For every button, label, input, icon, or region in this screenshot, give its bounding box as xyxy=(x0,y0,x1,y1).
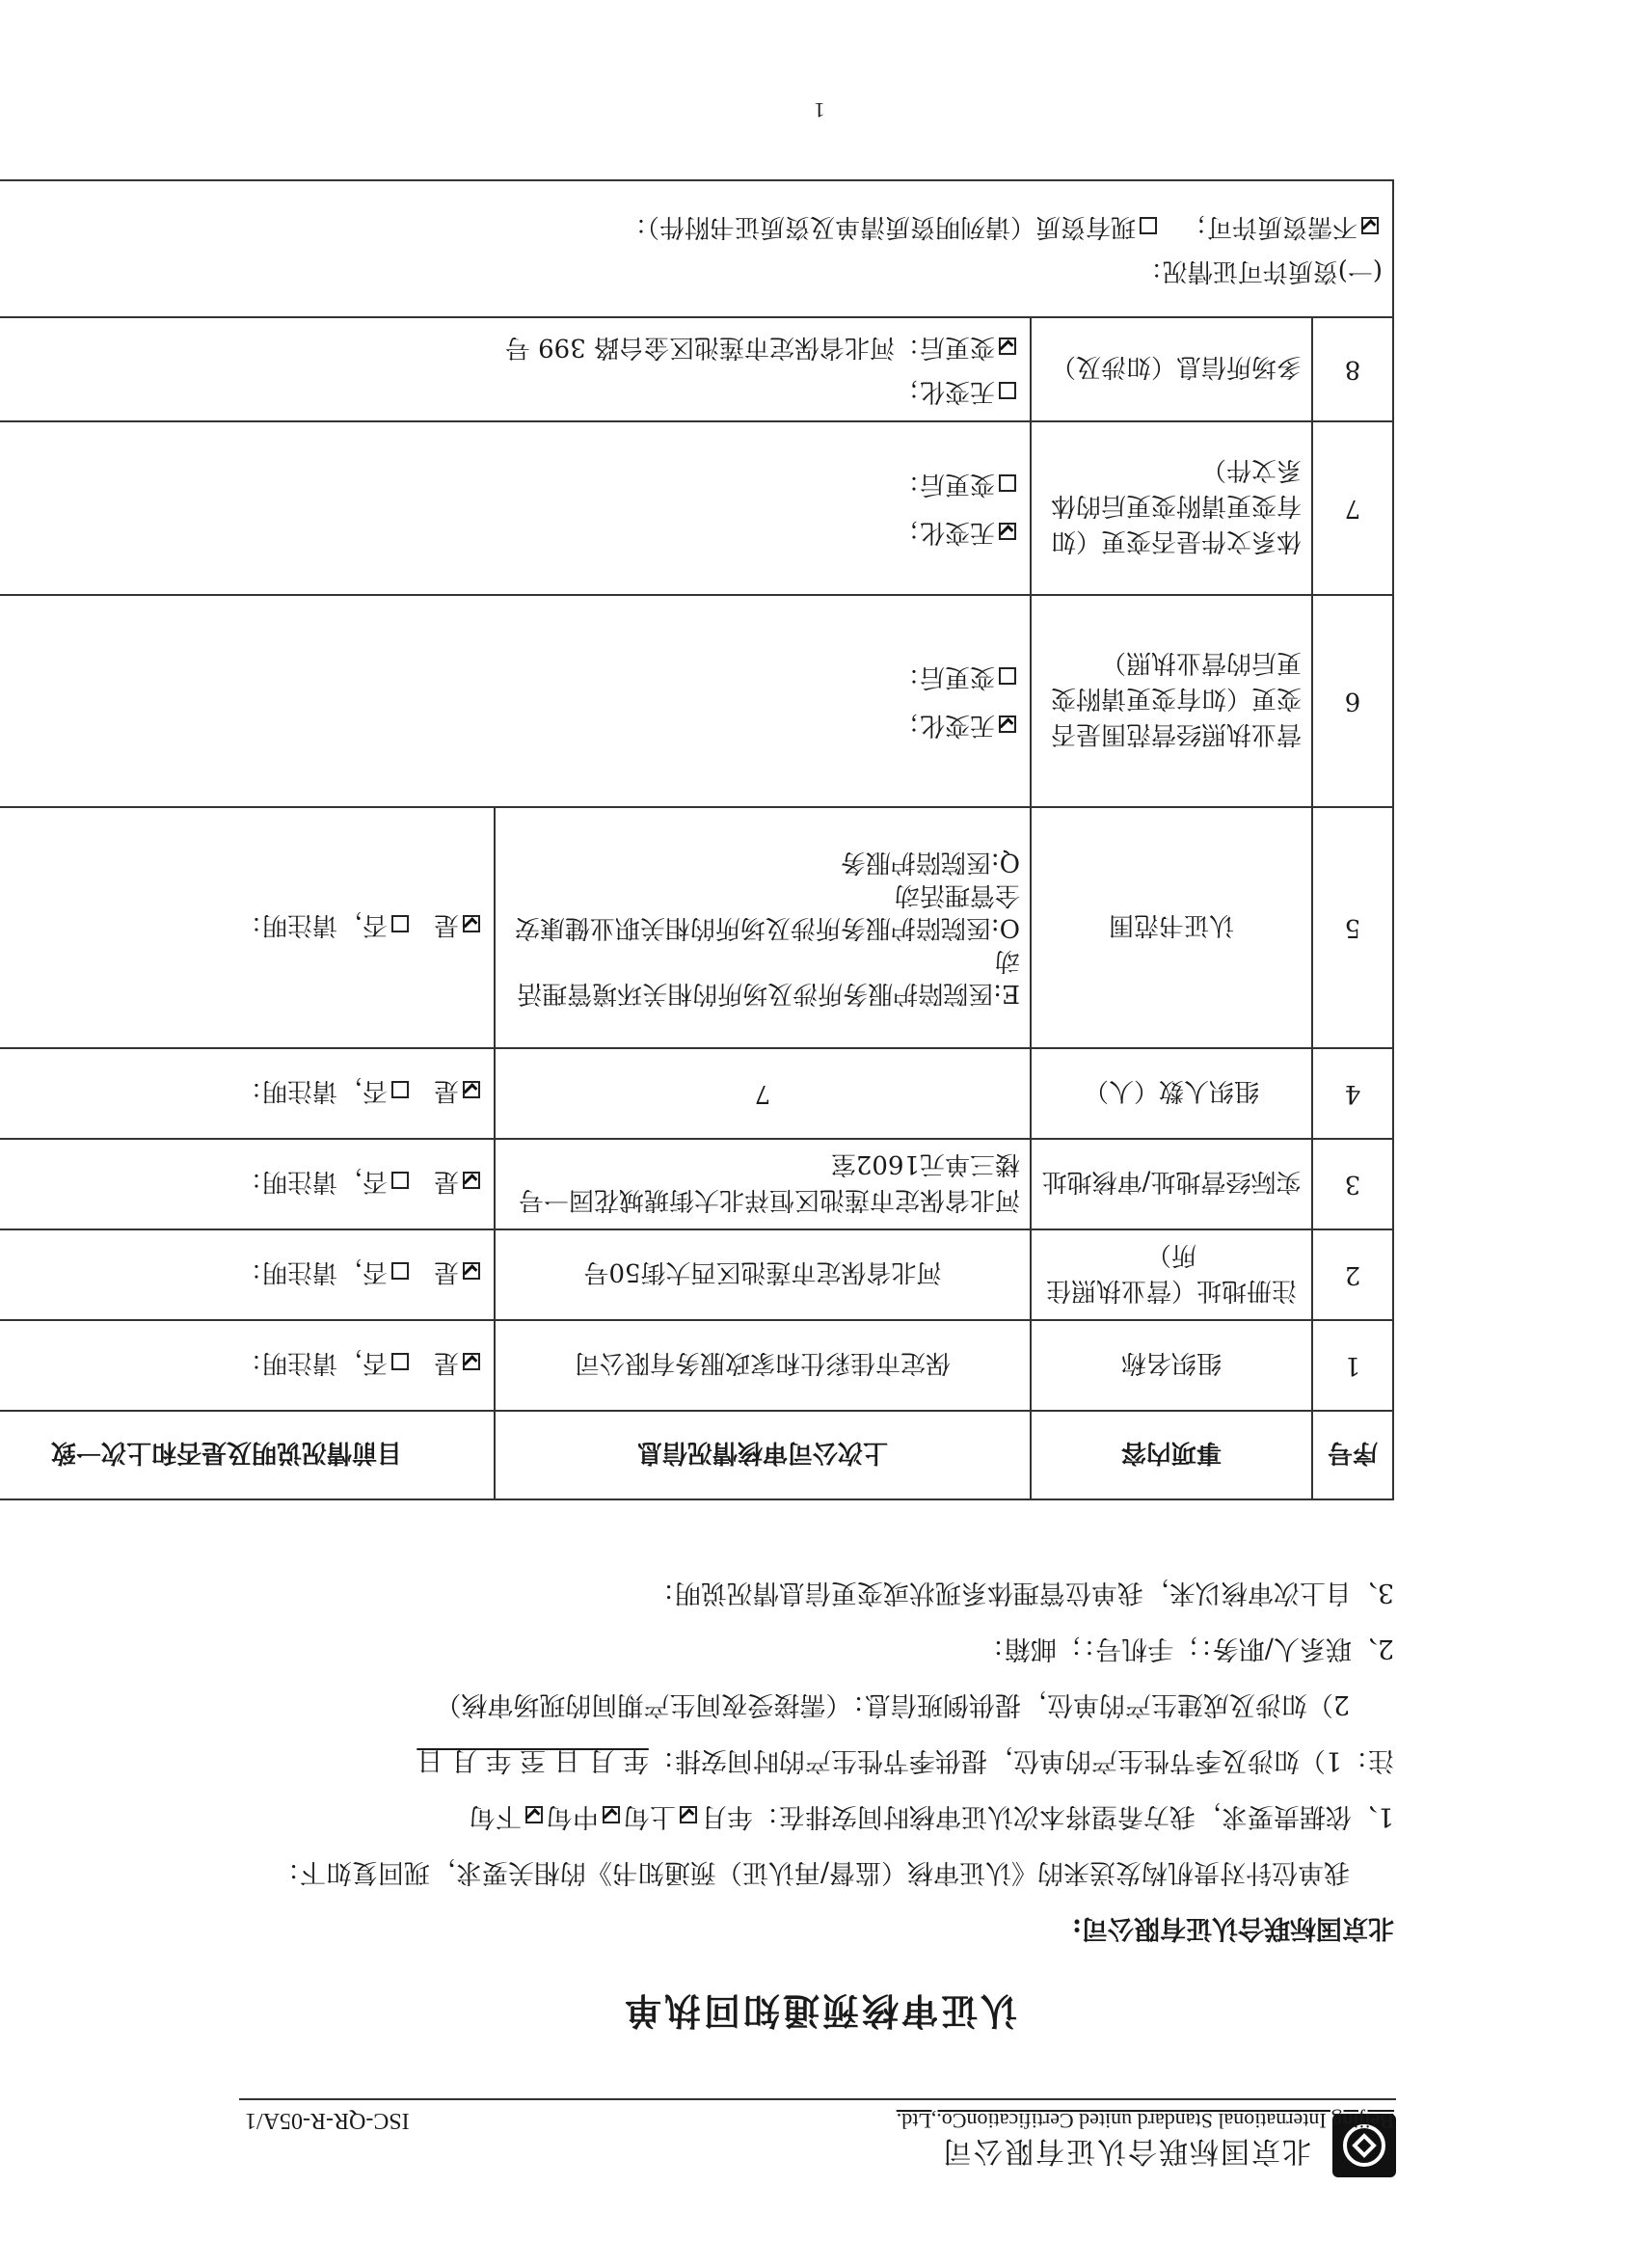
row-status xyxy=(0,1048,495,1139)
row-item: 体系文件是否变更（如有变更请附变更后的体系文件） xyxy=(1031,421,1312,595)
no-label: 否，请注明： xyxy=(236,1076,388,1106)
changed-label: 变更后： xyxy=(894,333,995,362)
yes-label: 是 xyxy=(433,910,459,940)
row-status xyxy=(0,595,1031,807)
no-checkbox[interactable] xyxy=(391,1354,409,1371)
table-row xyxy=(0,1139,1393,1229)
no-checkbox[interactable] xyxy=(391,1173,409,1190)
yes-label: 是 xyxy=(433,1167,459,1197)
lower-checkbox[interactable] xyxy=(525,1806,543,1823)
page-number: 1 xyxy=(814,98,825,122)
table-row xyxy=(0,595,1393,807)
row-info: 河北省保定市莲池区恒祥北大街琥城花园一号楼三单元1602室 xyxy=(495,1139,1031,1229)
row-no: 2 xyxy=(1312,1229,1393,1320)
row-status xyxy=(0,1229,495,1320)
header-divider xyxy=(239,2098,1396,2100)
yes-checkbox[interactable] xyxy=(463,1263,480,1281)
changed-label: 变更后： xyxy=(894,470,995,499)
header-last-info: 上次公司审核情况信息 xyxy=(495,1411,1031,1499)
no-label: 否，请注明： xyxy=(236,910,388,940)
no-change-checkbox[interactable] xyxy=(999,716,1016,733)
row-info: 河北省保定市莲池区西大街50号 xyxy=(495,1229,1031,1320)
company-name-cn: 北京国标联合认证有限公司 xyxy=(941,2134,1311,2168)
row-no: 4 xyxy=(1312,1048,1393,1139)
row-item: 组织名称 xyxy=(1031,1320,1312,1411)
row-item: 认证书范围 xyxy=(1031,807,1312,1048)
license-heading: (一)资质许可证情况： xyxy=(1137,256,1383,285)
contact-line: 2、联系人/职务：；手机号：；邮箱： xyxy=(978,1634,1394,1663)
scope-line-e: E:医院陪护服务所涉及场所的相关环境管理活动 xyxy=(517,946,1020,1008)
yes-label: 是 xyxy=(433,1076,459,1106)
row-status xyxy=(0,807,495,1048)
year-label: 年 xyxy=(726,1801,753,1831)
row-status xyxy=(0,1139,495,1229)
no-checkbox[interactable] xyxy=(391,1263,409,1281)
license-none-label: 不需资质许可； xyxy=(1181,212,1357,241)
no-label: 否，请注明： xyxy=(236,1167,388,1197)
row-item: 注册地址（营业执照住所） xyxy=(1031,1229,1312,1320)
table-row xyxy=(0,807,1393,1048)
table-row xyxy=(0,421,1393,595)
row-no: 1 xyxy=(1312,1320,1393,1411)
addressee: 北京国标联合认证有限公司: xyxy=(1072,1913,1394,1943)
yes-checkbox[interactable] xyxy=(463,916,480,933)
table-row xyxy=(0,1048,1393,1139)
no-change-checkbox[interactable] xyxy=(999,382,1016,399)
change-info-line: 3、自上次审核以来，我单位管理体系现状或变更信息情况说明： xyxy=(648,1578,1394,1607)
company-name-en: Beijing International Standard united CertificationCo.,Ltd. xyxy=(896,2109,1394,2133)
row-item: 营业执照经营范围是否变更（如有变更请附变更后的营业执照） xyxy=(1031,595,1312,807)
table-row xyxy=(0,1229,1393,1320)
yes-checkbox[interactable] xyxy=(463,1173,480,1190)
row-no: 6 xyxy=(1312,595,1393,807)
note1-range: 年 月 日 至 年 月 日 xyxy=(416,1745,649,1775)
intro-text: 我单位针对贵机构发送来的《认证审核（监督/再认证）预通知书》的相关要求，现回复如下： xyxy=(273,1857,1350,1887)
no-checkbox[interactable] xyxy=(391,1082,409,1099)
table-row xyxy=(0,1320,1393,1411)
license-has-label: 现有资质（请列明资质清单及资质证书附件）： xyxy=(621,212,1136,241)
lower-label: 下旬 xyxy=(469,1801,522,1831)
no-label: 否，请注明： xyxy=(236,1348,388,1378)
no-change-label: 无变化； xyxy=(894,377,995,406)
header-no: 序号 xyxy=(1312,1411,1393,1499)
note2-line: 2）如涉及成建生产的单位，提供倒班信息：（需接受夜间生产期间的现场审核） xyxy=(435,1689,1350,1719)
table-row xyxy=(0,317,1393,421)
changed-address: 河北省保定市莲池区金台路 399 号 xyxy=(504,333,895,362)
yes-checkbox[interactable] xyxy=(463,1082,480,1099)
row-info xyxy=(495,807,1031,1048)
note1-prefix: 注：1）如涉及季节性生产的单位，提供季节性生产的时间安排： xyxy=(648,1745,1394,1775)
yes-checkbox[interactable] xyxy=(463,1354,480,1371)
schedule-line xyxy=(470,1800,1394,1838)
document-number: ISC-QR-R-05A/1 xyxy=(245,2108,410,2133)
header-item: 事项内容 xyxy=(1031,1411,1312,1499)
no-change-label: 无变化； xyxy=(894,518,995,547)
header-current: 目前情况说明及是否和上次一致 xyxy=(0,1411,495,1499)
row-info: 7 xyxy=(495,1048,1031,1139)
yes-label: 是 xyxy=(433,1348,459,1378)
month-label: 月 xyxy=(700,1801,727,1831)
row-item: 多场所信息（如涉及） xyxy=(1031,317,1312,421)
no-label: 否，请注明： xyxy=(236,1257,388,1287)
license-section xyxy=(0,180,1393,317)
no-checkbox[interactable] xyxy=(391,916,409,933)
license-none-checkbox[interactable] xyxy=(1361,217,1379,234)
yes-label: 是 xyxy=(433,1257,459,1287)
middle-label: 中旬 xyxy=(546,1801,599,1831)
row-status xyxy=(0,1320,495,1411)
changed-checkbox[interactable] xyxy=(999,667,1016,685)
table-header-row xyxy=(0,1411,1393,1499)
changed-checkbox[interactable] xyxy=(999,338,1016,355)
page-title: 认证审核预通知回执单 xyxy=(622,1989,1018,2033)
row-item: 组织人数（人） xyxy=(1031,1048,1312,1139)
no-change-label: 无变化； xyxy=(894,711,995,740)
row-item: 实际经营地址/审核地址 xyxy=(1031,1139,1312,1229)
license-row xyxy=(0,180,1393,317)
scope-line-o: O:医院陪护服务所涉及场所的相关职业健康安全管理活动 xyxy=(514,880,1020,942)
changed-label: 变更后： xyxy=(894,662,995,691)
row-info: 保定市佳彩仕和家政服务有限公司 xyxy=(495,1320,1031,1411)
upper-label: 上旬 xyxy=(623,1801,676,1831)
row-no: 8 xyxy=(1312,317,1393,421)
upper-checkbox[interactable] xyxy=(680,1806,697,1823)
license-has-checkbox[interactable] xyxy=(1140,217,1157,234)
status-table xyxy=(0,179,1394,1500)
row-no: 7 xyxy=(1312,421,1393,595)
no-change-checkbox[interactable] xyxy=(999,523,1016,540)
middle-checkbox[interactable] xyxy=(603,1806,620,1823)
row-status xyxy=(0,421,1031,595)
row-status xyxy=(0,317,1031,421)
scope-line-q: Q:医院陪护服务 xyxy=(840,848,1020,877)
row-no: 5 xyxy=(1312,807,1393,1048)
changed-checkbox[interactable] xyxy=(999,474,1016,492)
schedule-prefix: 1、依据贵要求，我方希望将本次认证审核时间安排在： xyxy=(752,1801,1394,1831)
note1-line xyxy=(416,1744,1394,1782)
row-no: 3 xyxy=(1312,1139,1393,1229)
